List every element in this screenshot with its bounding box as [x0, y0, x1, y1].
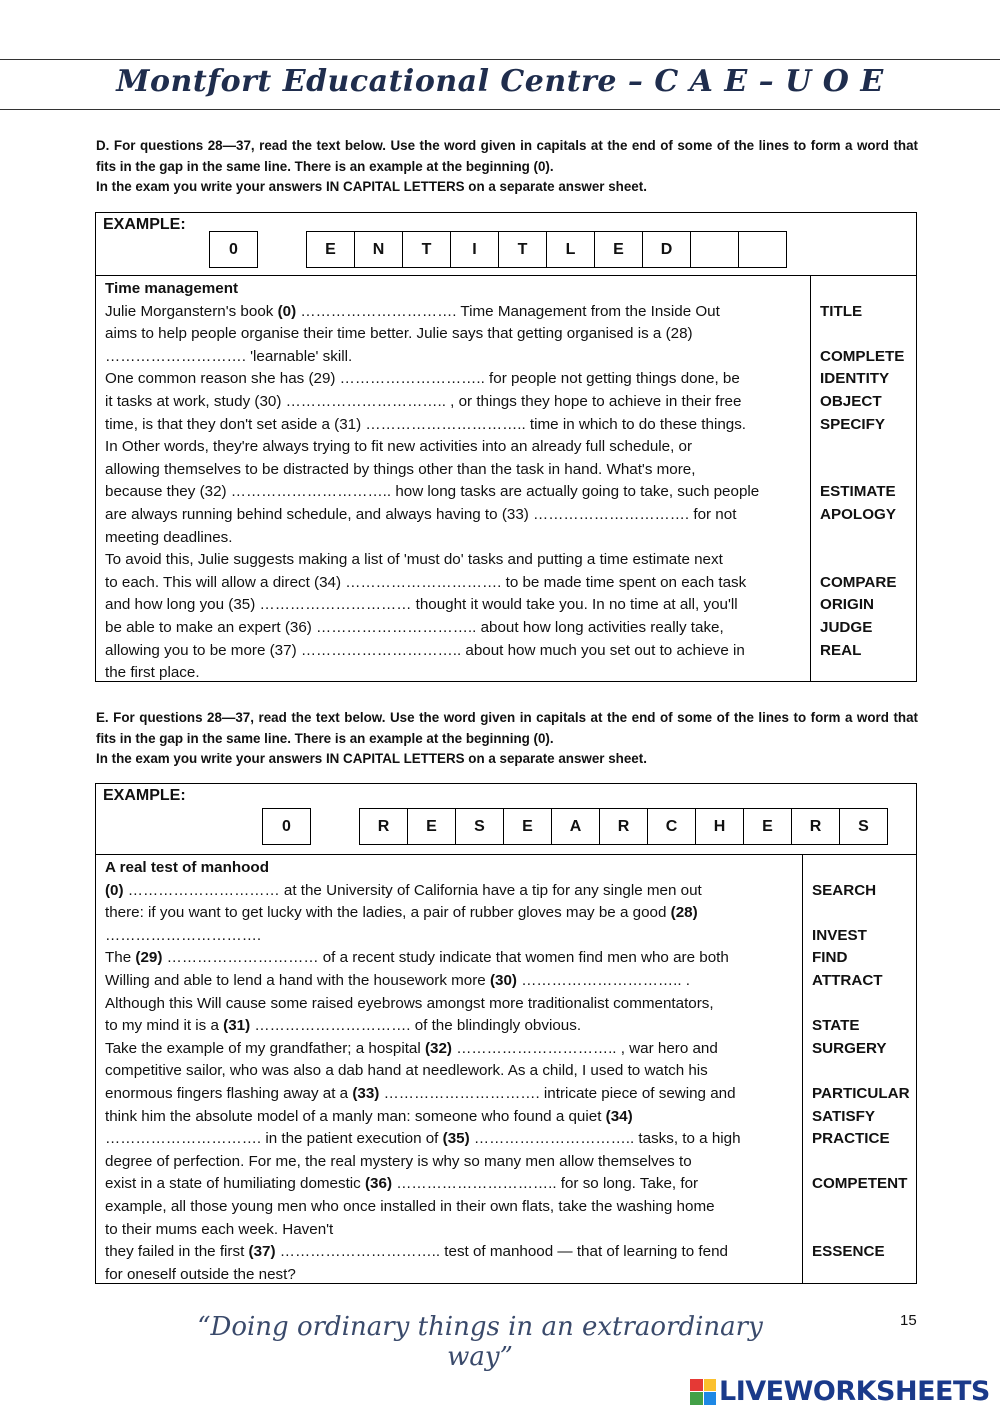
stem-word: ORIGIN [820, 596, 875, 614]
example-answer-cells [209, 231, 786, 268]
text-line: are always running behind schedule, and always having to (33) …………………………. for not [105, 505, 737, 523]
text-line: example, all those young men who once installed in their own flats, take the washing home [105, 1197, 715, 1215]
example-letter-cell: E [306, 231, 355, 268]
stem-word [820, 459, 904, 482]
header-top-rule [0, 59, 1000, 60]
example-number-cell: 0 [209, 231, 258, 268]
text-line: allowing you to be more (37) ………………………….. about how much you set out to achieve in [105, 641, 745, 659]
stem-word: PRACTICE [812, 1130, 890, 1148]
stem-word [820, 527, 904, 550]
text-line: to each. This will allow a direct (34) …………………………. to be made time spent on each task [105, 573, 747, 591]
text-line: there: if you want to get lucky with the ladies, a pair of rubber gloves may be a good (28) [105, 904, 698, 922]
stem-word: ESSENCE [812, 1243, 885, 1261]
page-number: 15 [900, 1312, 917, 1329]
example-letter-cell: E [503, 808, 552, 845]
text-line: time, is that they don't set aside a (31) ………………………….. time in which to do these things. [105, 415, 747, 433]
text-line: Willing and able to lend a hand with the housework more (30) ………………………….. . [105, 971, 690, 989]
liveworksheets-icon [690, 1379, 716, 1405]
text-line: One common reason she has (29) ……………………….. for people not getting things done, be [105, 370, 740, 388]
text-line: competitive sailor, who was also a dab hand at needlework. As a child, I used to watch his [105, 1062, 708, 1080]
footer-quote: “Doing ordinary things in an extraordinary way” [197, 1312, 763, 1372]
example-letter-cell: I [450, 231, 499, 268]
example-label: EXAMPLE: [103, 787, 186, 804]
text-line: the first place. [105, 664, 200, 682]
example-letter-cell: N [354, 231, 403, 268]
stem-word: JUDGE [820, 618, 873, 636]
text-line: ………………………. 'learnable' skill. [105, 347, 353, 365]
section-e-word-list [812, 857, 910, 1286]
example-letter-cell: R [791, 808, 840, 845]
text-line: and how long you (35) ………………………… thought it would take you. In no time at all, you'll [105, 596, 738, 614]
section-d-instruction-1: D. For questions 28—37, read the text below. Use the word given in capitals at the end of some of the lines to form a word that fits in the gap in the same line. There is an example at the beginning (0). [96, 138, 918, 174]
text-line: (0) ………………………… at the University of California have a tip for any single men out [105, 881, 702, 899]
stem-word [820, 278, 904, 301]
example-letter-cell: L [546, 231, 595, 268]
example-letter-cell: E [743, 808, 792, 845]
stem-word: ATTRACT [812, 971, 883, 989]
text-line: meeting deadlines. [105, 528, 233, 546]
stem-word [820, 549, 904, 572]
text-line: to their mums each week. Haven't [105, 1220, 334, 1238]
example-letter-cell: H [695, 808, 744, 845]
text-line: aims to help people organise their time better. Julie says that getting organised is a (28) [105, 325, 693, 343]
page-title: Montfort Educational Centre – C A E – U O E [116, 64, 884, 99]
text-line: Although this Will cause some raised eyebrows amongst more traditionalist commentators, [105, 994, 714, 1012]
section-d-word-list [820, 278, 904, 685]
example-number-cell: 0 [262, 808, 311, 845]
example-letter-cell: S [839, 808, 888, 845]
example-letter-cell: E [407, 808, 456, 845]
text-line: be able to make an expert (36) ………………………….. about how long activities really take, [105, 618, 724, 636]
section-e-body [96, 855, 916, 1283]
column-divider [810, 276, 811, 681]
section-e-box [95, 783, 917, 1284]
stem-word: REAL [820, 641, 862, 659]
stem-word: INVEST [812, 926, 867, 944]
example-letter-cell: E [594, 231, 643, 268]
section-d-text [105, 278, 759, 685]
text-heading: Time management [105, 280, 239, 297]
example-letter-cell: R [599, 808, 648, 845]
brand-name: LIVEWORKSHEETS [719, 1376, 990, 1407]
text-line: it tasks at work, study (30) ………………………….. , or things they hope to achieve in their free [105, 392, 742, 410]
stem-word [820, 436, 904, 459]
example-letter-cell [738, 231, 787, 268]
section-e-instruction-1: E. For questions 28—37, read the text below. Use the word given in capitals at the end of some of the lines to form a word that fits in the gap in the same line. There is an example at the beginning (0). [96, 710, 918, 746]
stem-word: COMPARE [820, 573, 897, 591]
text-line: The (29) ………………………… of a recent study indicate that women find men who are both [105, 949, 729, 967]
text-line: they failed in the first (37) ………………………….. test of manhood — that of learning to fend [105, 1243, 728, 1261]
stem-word: APOLOGY [820, 505, 896, 523]
example-answer-cells [262, 808, 887, 845]
text-line: allowing themselves to be distracted by things other than the task in hand. What's more, [105, 460, 696, 478]
stem-word [820, 323, 904, 346]
stem-word: COMPLETE [820, 347, 905, 365]
stem-word [812, 1264, 910, 1287]
example-letter-cell: T [498, 231, 547, 268]
text-line: In Other words, they're always trying to fit new activities into an already full schedule, or [105, 438, 693, 456]
cell-spacer [310, 808, 360, 845]
section-d-instructions [96, 136, 918, 198]
text-line: think him the absolute model of a manly man: someone who found a quiet (34) [105, 1107, 633, 1125]
stem-word: SATISFY [812, 1107, 876, 1125]
text-line: …………………………. [105, 926, 262, 944]
stem-word [812, 1060, 910, 1083]
cell-spacer [257, 231, 307, 268]
text-line: because they (32) ………………………….. how long tasks are actually going to take, such people [105, 483, 760, 501]
example-letter-cell: A [551, 808, 600, 845]
text-line: Take the example of my grandfather; a hospital (32) ………………………….. , war hero and [105, 1039, 718, 1057]
column-divider [802, 855, 803, 1283]
section-d-box [95, 212, 917, 682]
stem-word [812, 1196, 910, 1219]
section-e-example [96, 784, 916, 855]
example-letter-cell [690, 231, 739, 268]
stem-word: FIND [812, 949, 848, 967]
header-bottom-rule [0, 109, 1000, 110]
example-letter-cell: R [359, 808, 408, 845]
stem-word: COMPETENT [812, 1175, 908, 1193]
example-letter-cell: D [642, 231, 691, 268]
text-line: for oneself outside the nest? [105, 1265, 296, 1283]
section-e-instruction-2: In the exam you write your answers IN CAPITAL LETTERS on a separate answer sheet. [96, 751, 647, 766]
stem-word: SEARCH [812, 881, 877, 899]
section-e-instructions [96, 708, 918, 770]
stem-word [812, 993, 910, 1016]
section-d-body [96, 276, 916, 681]
section-e-text [105, 857, 741, 1286]
text-line: enormous fingers flashing away at a (33) …………………………. intricate piece of sewing and [105, 1084, 736, 1102]
example-label: EXAMPLE: [103, 216, 186, 233]
stem-word: SPECIFY [820, 415, 885, 433]
stem-word: IDENTITY [820, 370, 890, 388]
stem-word [812, 857, 910, 880]
stem-word: STATE [812, 1017, 860, 1035]
stem-word: ESTIMATE [820, 483, 896, 501]
stem-word: TITLE [820, 302, 863, 320]
section-d-example [96, 213, 916, 276]
example-letter-cell: T [402, 231, 451, 268]
liveworksheets-logo[interactable] [690, 1376, 990, 1407]
stem-word: OBJECT [820, 392, 882, 410]
text-line: …………………………. in the patient execution of (35) ………………………….. tasks, to a high [105, 1130, 741, 1148]
text-line: To avoid this, Julie suggests making a list of 'must do' tasks and putting a time estimate next [105, 551, 723, 569]
example-letter-cell: S [455, 808, 504, 845]
stem-word: SURGERY [812, 1039, 887, 1057]
text-heading: A real test of manhood [105, 859, 269, 876]
example-letter-cell: C [647, 808, 696, 845]
text-line: degree of perfection. For me, the real mystery is why so many men allow themselves to [105, 1152, 692, 1170]
text-line: exist in a state of humiliating domestic (36) ………………………….. for so long. Take, for [105, 1175, 699, 1193]
stem-word [812, 902, 910, 925]
stem-word: PARTICULAR [812, 1084, 910, 1102]
section-d-instruction-2: In the exam you write your answers IN CAPITAL LETTERS on a separate answer sheet. [96, 179, 647, 194]
stem-word [812, 1151, 910, 1174]
stem-word [812, 1219, 910, 1242]
text-line: to my mind it is a (31) …………………………. of the blindingly obvious. [105, 1017, 582, 1035]
text-line: Julie Morganstern's book (0) …………………………. Time Management from the Inside Out [105, 302, 720, 320]
stem-word [820, 662, 904, 685]
